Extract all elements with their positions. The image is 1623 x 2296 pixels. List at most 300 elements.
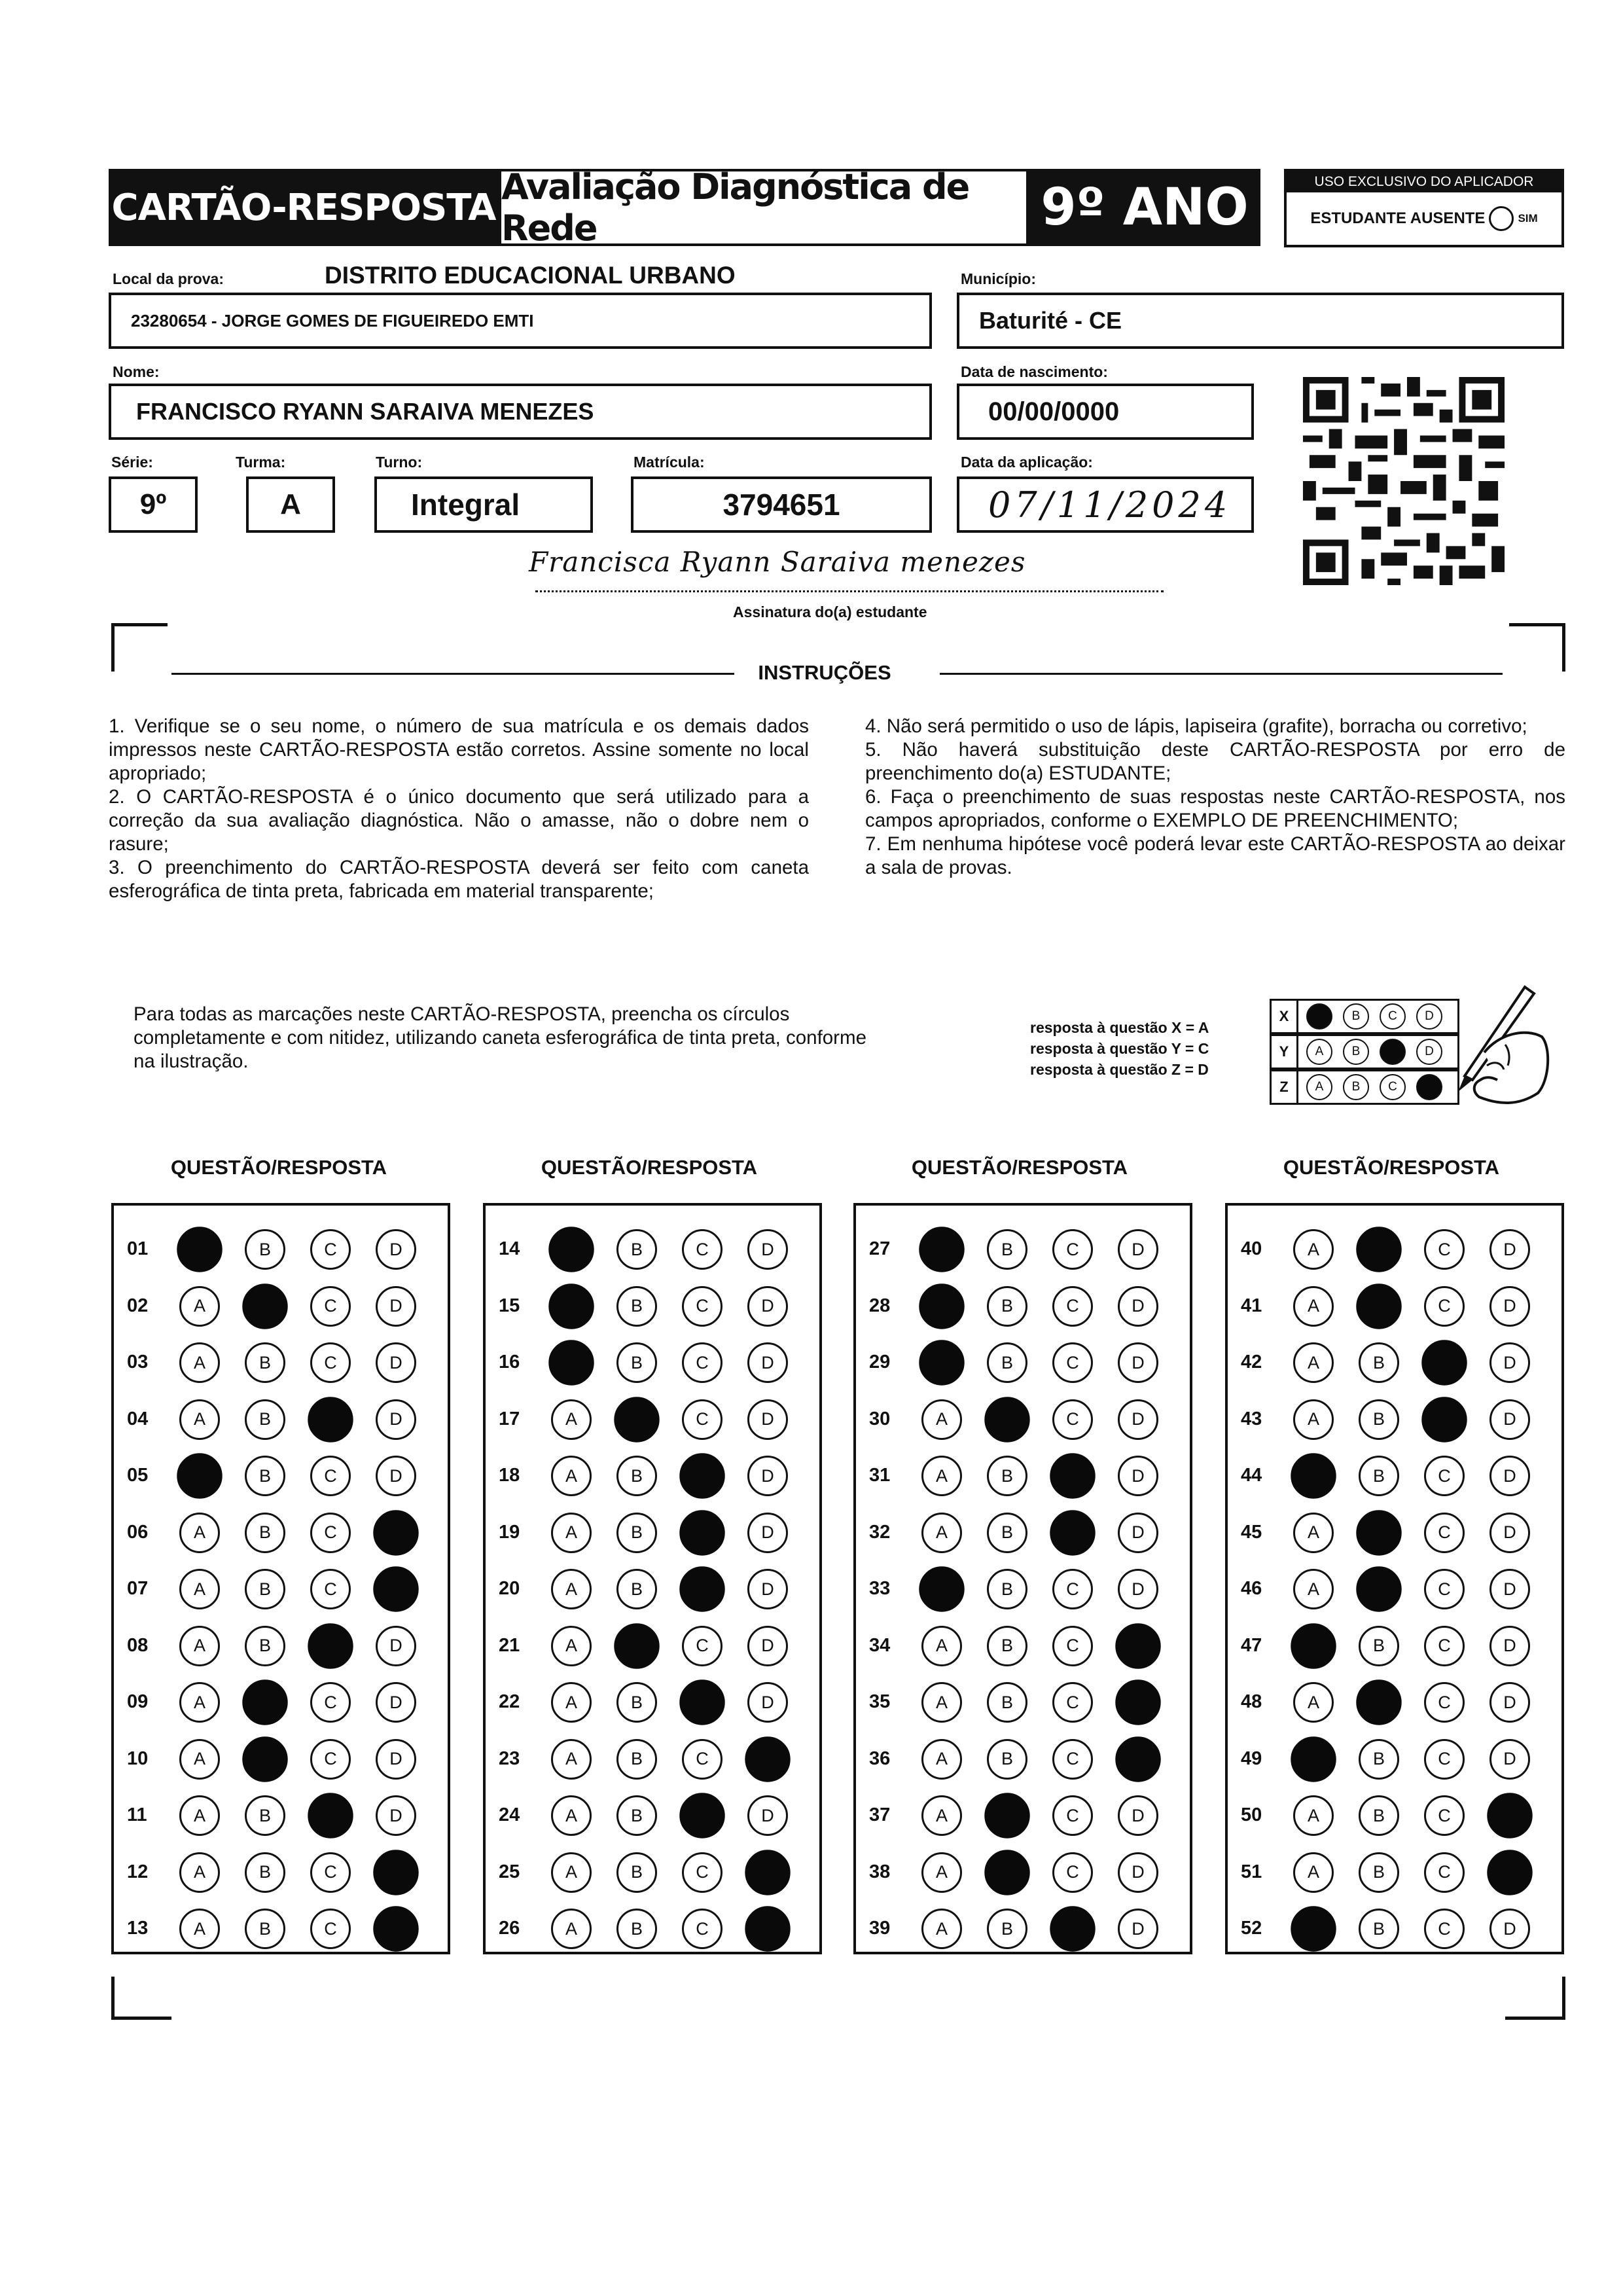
answers-title-3: QUESTÃO/RESPOSTA — [911, 1156, 1128, 1179]
answer-bubble-10-b[interactable]: B — [242, 1736, 287, 1782]
answer-bubble-31-a[interactable]: A — [921, 1456, 962, 1496]
answer-bubble-46-d[interactable]: D — [1489, 1569, 1530, 1609]
answer-bubble-04-c[interactable]: C — [308, 1397, 353, 1442]
question-number: 44 — [1241, 1465, 1262, 1486]
grade-label: 9º ANO — [1041, 178, 1249, 237]
answer-bubble-45-d[interactable]: D — [1489, 1513, 1530, 1553]
answer-bubble-09-b[interactable]: B — [242, 1679, 287, 1725]
question-number: 40 — [1241, 1238, 1262, 1259]
answer-bubble-24-a[interactable]: A — [551, 1795, 592, 1836]
example-bubble-z-d: D — [1416, 1074, 1442, 1100]
answer-bubble-26-b[interactable]: B — [616, 1909, 657, 1949]
answer-bubble-08-b[interactable]: B — [245, 1626, 285, 1666]
question-number: 10 — [127, 1748, 149, 1769]
answer-bubble-40-c[interactable]: C — [1424, 1229, 1465, 1270]
answer-bubble-42-d[interactable]: D — [1489, 1342, 1530, 1383]
answer-bubble-19-c[interactable]: C — [679, 1510, 724, 1555]
example-bubble-y-d: D — [1416, 1039, 1442, 1065]
question-number: 23 — [499, 1748, 520, 1769]
answer-bubble-45-b[interactable]: B — [1356, 1510, 1401, 1555]
answer-bubble-06-c[interactable]: C — [310, 1513, 351, 1553]
answer-bubble-15-d[interactable]: D — [747, 1286, 788, 1327]
answer-bubble-44-d[interactable]: D — [1489, 1456, 1530, 1496]
answer-bubble-11-c[interactable]: C — [308, 1793, 353, 1838]
answer-bubble-50-a[interactable]: A — [1293, 1795, 1334, 1836]
answer-bubble-16-c[interactable]: C — [682, 1342, 722, 1383]
turno-field — [374, 476, 593, 533]
answer-bubble-19-b[interactable]: B — [616, 1513, 657, 1553]
answer-bubble-51-b[interactable]: B — [1359, 1852, 1399, 1893]
answer-bubble-25-c[interactable]: C — [682, 1852, 722, 1893]
answer-bubble-23-d[interactable]: D — [745, 1736, 790, 1782]
instructions-left — [109, 715, 809, 903]
answer-bubble-11-b[interactable]: B — [245, 1795, 285, 1836]
turma-field — [246, 476, 335, 533]
answer-bubble-08-d[interactable]: D — [376, 1626, 416, 1666]
answer-bubble-05-a[interactable]: A — [177, 1453, 222, 1498]
grade-block — [1029, 169, 1260, 246]
answer-bubble-28-d[interactable]: D — [1118, 1286, 1158, 1327]
instruction-2: 2. O CARTÃO-RESPOSTA é o único documento que será utilizado para a correção da sua avaliação diagnóstica. Não o amasse, não o dobre nem o rasure; — [109, 786, 809, 855]
answer-bubble-03-a[interactable]: A — [179, 1342, 220, 1383]
answer-bubble-47-c[interactable]: C — [1424, 1626, 1465, 1666]
answer-bubble-02-b[interactable]: B — [242, 1283, 287, 1329]
example-row-label: X — [1270, 999, 1298, 1034]
answer-bubble-32-b[interactable]: B — [987, 1513, 1027, 1553]
answer-bubble-31-d[interactable]: D — [1118, 1456, 1158, 1496]
answer-bubble-45-c[interactable]: C — [1424, 1513, 1465, 1553]
answer-bubble-47-b[interactable]: B — [1359, 1626, 1399, 1666]
nascimento-field — [957, 384, 1254, 440]
question-number: 01 — [127, 1238, 149, 1259]
municipio-value: Baturité - CE — [979, 307, 1122, 334]
question-number: 12 — [127, 1861, 149, 1882]
answer-bubble-14-a[interactable]: A — [548, 1227, 594, 1272]
answer-bubble-18-b[interactable]: B — [616, 1456, 657, 1496]
answer-bubble-09-a[interactable]: A — [179, 1682, 220, 1723]
answer-bubble-39-a[interactable]: A — [921, 1909, 962, 1949]
question-number: 36 — [869, 1748, 891, 1769]
example-bubble-z-a: A — [1306, 1074, 1332, 1100]
question-number: 42 — [1241, 1352, 1262, 1372]
answer-bubble-22-c[interactable]: C — [679, 1679, 724, 1725]
answer-bubble-35-a[interactable]: A — [921, 1682, 962, 1723]
answer-bubble-52-a[interactable]: A — [1291, 1906, 1336, 1951]
answer-bubble-43-d[interactable]: D — [1489, 1399, 1530, 1440]
answer-bubble-28-b[interactable]: B — [987, 1286, 1027, 1327]
answer-bubble-22-b[interactable]: B — [616, 1682, 657, 1723]
answers-title-4: QUESTÃO/RESPOSTA — [1283, 1156, 1500, 1179]
answer-bubble-23-a[interactable]: A — [551, 1739, 592, 1780]
answer-bubble-23-b[interactable]: B — [616, 1739, 657, 1780]
answer-bubble-20-b[interactable]: B — [616, 1569, 657, 1609]
absent-label: ESTUDANTE AUSENTE — [1310, 209, 1486, 227]
answer-bubble-27-a[interactable]: A — [919, 1227, 964, 1272]
question-number: 31 — [869, 1465, 891, 1486]
corner-mark-top-left — [111, 623, 168, 626]
answer-bubble-39-d[interactable]: D — [1118, 1909, 1158, 1949]
question-number: 07 — [127, 1578, 149, 1599]
answer-bubble-12-d[interactable]: D — [373, 1850, 418, 1895]
nome-label: Nome: — [113, 363, 160, 380]
corner-mark-bottom-right — [1505, 2017, 1565, 2020]
answer-bubble-04-b[interactable]: B — [245, 1399, 285, 1440]
answer-bubble-12-c[interactable]: C — [310, 1852, 351, 1893]
answer-bubble-50-b[interactable]: B — [1359, 1795, 1399, 1836]
answer-bubble-30-a[interactable]: A — [921, 1399, 962, 1440]
answer-bubble-18-c[interactable]: C — [679, 1453, 724, 1498]
answer-bubble-37-d[interactable]: D — [1118, 1795, 1158, 1836]
answer-bubble-36-a[interactable]: A — [921, 1739, 962, 1780]
answer-bubble-01-a[interactable]: A — [177, 1227, 222, 1272]
answer-bubble-05-b[interactable]: B — [245, 1456, 285, 1496]
answer-bubble-34-c[interactable]: C — [1052, 1626, 1093, 1666]
school-value: 23280654 - JORGE GOMES DE FIGUEIREDO EMTI — [131, 310, 534, 331]
answer-bubble-19-d[interactable]: D — [747, 1513, 788, 1553]
answer-bubble-32-d[interactable]: D — [1118, 1513, 1158, 1553]
answer-bubble-52-c[interactable]: C — [1424, 1909, 1465, 1949]
example-bubble-y-a: A — [1306, 1039, 1332, 1065]
corner-mark-top-right — [1509, 623, 1565, 626]
answer-bubble-43-b[interactable]: B — [1359, 1399, 1399, 1440]
answer-bubble-01-d[interactable]: D — [376, 1229, 416, 1270]
answer-bubble-10-d[interactable]: D — [376, 1739, 416, 1780]
answer-bubble-33-d[interactable]: D — [1118, 1569, 1158, 1609]
answer-bubble-42-a[interactable]: A — [1293, 1342, 1334, 1383]
answer-bubble-26-c[interactable]: C — [682, 1909, 722, 1949]
example-line-z: resposta à questão Z = D — [1030, 1061, 1209, 1078]
answer-bubble-40-b[interactable]: B — [1356, 1227, 1401, 1272]
answer-bubble-41-a[interactable]: A — [1293, 1286, 1334, 1327]
answer-bubble-29-b[interactable]: B — [987, 1342, 1027, 1383]
answer-bubble-39-c[interactable]: C — [1050, 1906, 1095, 1951]
question-number: 52 — [1241, 1918, 1262, 1939]
answer-bubble-17-c[interactable]: C — [682, 1399, 722, 1440]
turno-value: Integral — [411, 488, 520, 522]
answer-bubble-46-b[interactable]: B — [1356, 1566, 1401, 1611]
question-number: 13 — [127, 1918, 149, 1939]
corner-mark-bottom-left — [111, 2017, 171, 2020]
answer-bubble-41-b[interactable]: B — [1356, 1283, 1401, 1329]
answer-bubble-13-b[interactable]: B — [245, 1909, 285, 1949]
answer-bubble-34-a[interactable]: A — [921, 1626, 962, 1666]
answer-bubble-49-d[interactable]: D — [1489, 1739, 1530, 1780]
answer-bubble-43-a[interactable]: A — [1293, 1399, 1334, 1440]
answer-bubble-34-d[interactable]: D — [1115, 1623, 1160, 1668]
answer-bubble-46-c[interactable]: C — [1424, 1569, 1465, 1609]
question-number: 50 — [1241, 1804, 1262, 1825]
answer-bubble-13-a[interactable]: A — [179, 1909, 220, 1949]
answer-bubble-31-c[interactable]: C — [1050, 1453, 1095, 1498]
answer-bubble-20-d[interactable]: D — [747, 1569, 788, 1609]
answer-bubble-29-d[interactable]: D — [1118, 1342, 1158, 1383]
answer-bubble-52-d[interactable]: D — [1489, 1909, 1530, 1949]
answer-bubble-30-c[interactable]: C — [1052, 1399, 1093, 1440]
local-label: Local da prova: — [113, 270, 224, 287]
answer-bubble-22-d[interactable]: D — [747, 1682, 788, 1723]
nascimento-value: 00/00/0000 — [988, 397, 1120, 426]
answer-bubble-07-c[interactable]: C — [310, 1569, 351, 1609]
answer-bubble-21-b[interactable]: B — [614, 1623, 659, 1668]
signature-label: Assinatura do(a) estudante — [733, 603, 927, 620]
answer-bubble-37-b[interactable]: B — [984, 1793, 1029, 1838]
answer-bubble-15-a[interactable]: A — [548, 1283, 594, 1329]
instructions-rule-right — [940, 673, 1503, 675]
question-number: 04 — [127, 1408, 149, 1429]
question-number: 19 — [499, 1521, 520, 1543]
answer-bubble-18-a[interactable]: A — [551, 1456, 592, 1496]
example-bubble-z-c: C — [1380, 1074, 1406, 1100]
answer-bubble-15-c[interactable]: C — [682, 1286, 722, 1327]
applicator-label: USO EXCLUSIVO DO APLICADOR — [1287, 171, 1561, 192]
answer-bubble-24-c[interactable]: C — [679, 1793, 724, 1838]
answer-bubble-40-a[interactable]: A — [1293, 1229, 1334, 1270]
answer-bubble-28-a[interactable]: A — [919, 1283, 964, 1329]
answer-bubble-39-b[interactable]: B — [987, 1909, 1027, 1949]
absent-bubble[interactable] — [1489, 206, 1514, 231]
answer-bubble-41-c[interactable]: C — [1424, 1286, 1465, 1327]
answer-bubble-33-a[interactable]: A — [919, 1566, 964, 1611]
question-number: 51 — [1241, 1861, 1262, 1882]
answer-bubble-06-d[interactable]: D — [373, 1510, 418, 1555]
assessment-title: Avaliação Diagnóstica de Rede — [501, 166, 969, 249]
question-number: 35 — [869, 1691, 891, 1712]
answer-grid-1 — [111, 1203, 450, 1954]
nome-field — [109, 384, 932, 440]
answer-bubble-33-b[interactable]: B — [987, 1569, 1027, 1609]
answer-bubble-05-d[interactable]: D — [376, 1456, 416, 1496]
answer-bubble-04-a[interactable]: A — [179, 1399, 220, 1440]
answer-bubble-11-a[interactable]: A — [179, 1795, 220, 1836]
example-bubble-z-b: B — [1343, 1074, 1369, 1100]
corner-mark-bottom-right-v — [1562, 1977, 1565, 2020]
aplicacao-field — [957, 476, 1254, 533]
answer-bubble-48-a[interactable]: A — [1293, 1682, 1334, 1723]
answers-title-2: QUESTÃO/RESPOSTA — [541, 1156, 758, 1179]
example-row-label: Z — [1270, 1069, 1298, 1105]
answer-grid-2 — [483, 1203, 822, 1954]
answer-bubble-16-b[interactable]: B — [616, 1342, 657, 1383]
answer-bubble-09-d[interactable]: D — [376, 1682, 416, 1723]
absent-option: SIM — [1518, 212, 1538, 224]
answer-bubble-25-b[interactable]: B — [616, 1852, 657, 1893]
question-number: 05 — [127, 1465, 149, 1486]
example-line-x: resposta à questão X = A — [1030, 1019, 1209, 1036]
answer-bubble-25-d[interactable]: D — [745, 1850, 790, 1895]
question-number: 24 — [499, 1804, 520, 1825]
answer-bubble-40-d[interactable]: D — [1489, 1229, 1530, 1270]
answer-bubble-24-d[interactable]: D — [747, 1795, 788, 1836]
matricula-field — [631, 476, 932, 533]
matricula-value: 3794651 — [722, 488, 840, 522]
answer-bubble-12-b[interactable]: B — [245, 1852, 285, 1893]
answer-bubble-29-c[interactable]: C — [1052, 1342, 1093, 1383]
answer-bubble-14-c[interactable]: C — [682, 1229, 722, 1270]
answer-bubble-03-c[interactable]: C — [310, 1342, 351, 1383]
answer-bubble-32-a[interactable]: A — [921, 1513, 962, 1553]
answer-bubble-23-c[interactable]: C — [682, 1739, 722, 1780]
fill-note: Para todas as marcações neste CARTÃO-RESPOSTA, preencha os círculos completamente e com nitidez, utilizando caneta esferográfica de tinta preta, conforme na ilustração. — [134, 1003, 866, 1072]
signature-line — [535, 590, 1164, 592]
answer-bubble-01-b[interactable]: B — [245, 1229, 285, 1270]
answer-bubble-07-a[interactable]: A — [179, 1569, 220, 1609]
answer-bubble-17-b[interactable]: B — [614, 1397, 659, 1442]
answer-bubble-31-b[interactable]: B — [987, 1456, 1027, 1496]
answer-bubble-44-b[interactable]: B — [1359, 1456, 1399, 1496]
answer-bubble-52-b[interactable]: B — [1359, 1909, 1399, 1949]
answer-bubble-02-d[interactable]: D — [376, 1286, 416, 1327]
signature: Francisca Ryann Saraiva menezes — [529, 546, 1026, 578]
answer-bubble-32-c[interactable]: C — [1050, 1510, 1095, 1555]
answer-bubble-01-c[interactable]: C — [310, 1229, 351, 1270]
answer-bubble-49-b[interactable]: B — [1359, 1739, 1399, 1780]
answer-bubble-37-c[interactable]: C — [1052, 1795, 1093, 1836]
question-number: 30 — [869, 1408, 891, 1429]
answer-bubble-26-d[interactable]: D — [745, 1906, 790, 1951]
answer-bubble-46-a[interactable]: A — [1293, 1569, 1334, 1609]
corner-mark-bottom-left-v — [111, 1977, 115, 2020]
answer-bubble-02-a[interactable]: A — [179, 1286, 220, 1327]
answer-bubble-17-d[interactable]: D — [747, 1399, 788, 1440]
answer-bubble-12-a[interactable]: A — [179, 1852, 220, 1893]
answer-bubble-47-a[interactable]: A — [1291, 1623, 1336, 1668]
question-number: 25 — [499, 1861, 520, 1882]
answer-bubble-33-c[interactable]: C — [1052, 1569, 1093, 1609]
answer-bubble-27-c[interactable]: C — [1052, 1229, 1093, 1270]
answer-bubble-38-b[interactable]: B — [984, 1850, 1029, 1895]
answer-bubble-17-a[interactable]: A — [551, 1399, 592, 1440]
answer-bubble-38-d[interactable]: D — [1118, 1852, 1158, 1893]
answer-bubble-34-b[interactable]: B — [987, 1626, 1027, 1666]
example-bubble-x-b: B — [1343, 1003, 1369, 1030]
answer-bubble-28-c[interactable]: C — [1052, 1286, 1093, 1327]
question-number: 09 — [127, 1691, 149, 1712]
question-number: 32 — [869, 1521, 891, 1543]
answer-bubble-10-a[interactable]: A — [179, 1739, 220, 1780]
answer-bubble-51-c[interactable]: C — [1424, 1852, 1465, 1893]
nome-value: FRANCISCO RYANN SARAIVA MENEZES — [136, 398, 594, 425]
question-number: 11 — [127, 1804, 147, 1825]
turno-label: Turno: — [376, 454, 423, 471]
answer-bubble-13-d[interactable]: D — [373, 1906, 418, 1951]
answer-bubble-10-c[interactable]: C — [310, 1739, 351, 1780]
answer-bubble-27-b[interactable]: B — [987, 1229, 1027, 1270]
answer-bubble-29-a[interactable]: A — [919, 1340, 964, 1385]
answer-bubble-49-c[interactable]: C — [1424, 1739, 1465, 1780]
answer-bubble-22-a[interactable]: A — [551, 1682, 592, 1723]
answer-bubble-38-c[interactable]: C — [1052, 1852, 1093, 1893]
answer-bubble-13-c[interactable]: C — [310, 1909, 351, 1949]
answer-bubble-41-d[interactable]: D — [1489, 1286, 1530, 1327]
answer-bubble-03-b[interactable]: B — [245, 1342, 285, 1383]
answer-bubble-08-c[interactable]: C — [308, 1623, 353, 1668]
answer-bubble-42-b[interactable]: B — [1359, 1342, 1399, 1383]
answer-bubble-30-b[interactable]: B — [984, 1397, 1029, 1442]
answer-bubble-06-a[interactable]: A — [179, 1513, 220, 1553]
answer-bubble-21-a[interactable]: A — [551, 1626, 592, 1666]
municipio-field — [957, 293, 1564, 349]
answer-bubble-25-a[interactable]: A — [551, 1852, 592, 1893]
answer-bubble-20-a[interactable]: A — [551, 1569, 592, 1609]
answer-bubble-07-b[interactable]: B — [245, 1569, 285, 1609]
aplicacao-label: Data da aplicação: — [961, 454, 1093, 471]
answer-bubble-11-d[interactable]: D — [376, 1795, 416, 1836]
answer-bubble-20-c[interactable]: C — [679, 1566, 724, 1611]
instruction-3: 3. O preenchimento do CARTÃO-RESPOSTA deverá ser feito com caneta esferográfica de tinta preta, fabricada em material transparente; — [109, 857, 809, 902]
answer-bubble-51-a[interactable]: A — [1293, 1852, 1334, 1893]
answer-bubble-47-d[interactable]: D — [1489, 1626, 1530, 1666]
question-number: 48 — [1241, 1691, 1262, 1712]
instructions-rule-left — [171, 673, 734, 675]
answer-bubble-35-b[interactable]: B — [987, 1682, 1027, 1723]
answer-bubble-04-d[interactable]: D — [376, 1399, 416, 1440]
answer-bubble-35-c[interactable]: C — [1052, 1682, 1093, 1723]
answer-bubble-16-d[interactable]: D — [747, 1342, 788, 1383]
answer-bubble-48-d[interactable]: D — [1489, 1682, 1530, 1723]
answer-bubble-50-d[interactable]: D — [1487, 1793, 1532, 1838]
answer-bubble-44-c[interactable]: C — [1424, 1456, 1465, 1496]
answer-bubble-45-a[interactable]: A — [1293, 1513, 1334, 1553]
answer-bubble-51-d[interactable]: D — [1487, 1850, 1532, 1895]
answer-bubble-21-d[interactable]: D — [747, 1626, 788, 1666]
question-number: 43 — [1241, 1408, 1262, 1429]
answer-bubble-38-a[interactable]: A — [921, 1852, 962, 1893]
answer-bubble-36-d[interactable]: D — [1115, 1736, 1160, 1782]
answer-bubble-02-c[interactable]: C — [310, 1286, 351, 1327]
answer-bubble-09-c[interactable]: C — [310, 1682, 351, 1723]
aplicacao-value: 07/11/2024 — [988, 484, 1232, 526]
answer-bubble-50-c[interactable]: C — [1424, 1795, 1465, 1836]
answer-bubble-30-d[interactable]: D — [1118, 1399, 1158, 1440]
answer-bubble-14-d[interactable]: D — [747, 1229, 788, 1270]
example-bubble-x-d: D — [1416, 1003, 1442, 1030]
answer-bubble-44-a[interactable]: A — [1291, 1453, 1336, 1498]
answer-bubble-42-c[interactable]: C — [1421, 1340, 1467, 1385]
corner-mark-top-right-v — [1562, 623, 1565, 672]
answer-bubble-27-d[interactable]: D — [1118, 1229, 1158, 1270]
answer-bubble-49-a[interactable]: A — [1291, 1736, 1336, 1782]
answer-bubble-36-b[interactable]: B — [987, 1739, 1027, 1780]
answer-bubble-18-d[interactable]: D — [747, 1456, 788, 1496]
question-number: 39 — [869, 1918, 891, 1939]
answer-bubble-26-a[interactable]: A — [551, 1909, 592, 1949]
answer-bubble-15-b[interactable]: B — [616, 1286, 657, 1327]
example-line-y: resposta à questão Y = C — [1030, 1040, 1209, 1057]
assessment-title-block — [499, 166, 1029, 249]
answer-bubble-37-a[interactable]: A — [921, 1795, 962, 1836]
answer-bubble-16-a[interactable]: A — [548, 1340, 594, 1385]
answer-bubble-35-d[interactable]: D — [1115, 1679, 1160, 1725]
applicator-box — [1284, 169, 1564, 247]
answer-bubble-08-a[interactable]: A — [179, 1626, 220, 1666]
instructions-title: INSTRUÇÕES — [758, 661, 891, 684]
answer-bubble-43-c[interactable]: C — [1421, 1397, 1467, 1442]
example-bubble-y-b: B — [1343, 1039, 1369, 1065]
answer-bubble-48-b[interactable]: B — [1356, 1679, 1401, 1725]
answer-bubble-24-b[interactable]: B — [616, 1795, 657, 1836]
question-number: 29 — [869, 1352, 891, 1372]
answer-bubble-05-c[interactable]: C — [310, 1456, 351, 1496]
answer-bubble-19-a[interactable]: A — [551, 1513, 592, 1553]
answer-bubble-14-b[interactable]: B — [616, 1229, 657, 1270]
answer-bubble-06-b[interactable]: B — [245, 1513, 285, 1553]
answer-bubble-48-c[interactable]: C — [1424, 1682, 1465, 1723]
answer-bubble-36-c[interactable]: C — [1052, 1739, 1093, 1780]
answer-bubble-03-d[interactable]: D — [376, 1342, 416, 1383]
question-number: 18 — [499, 1465, 520, 1486]
answer-bubble-07-d[interactable]: D — [373, 1566, 418, 1611]
answer-bubble-21-c[interactable]: C — [682, 1626, 722, 1666]
